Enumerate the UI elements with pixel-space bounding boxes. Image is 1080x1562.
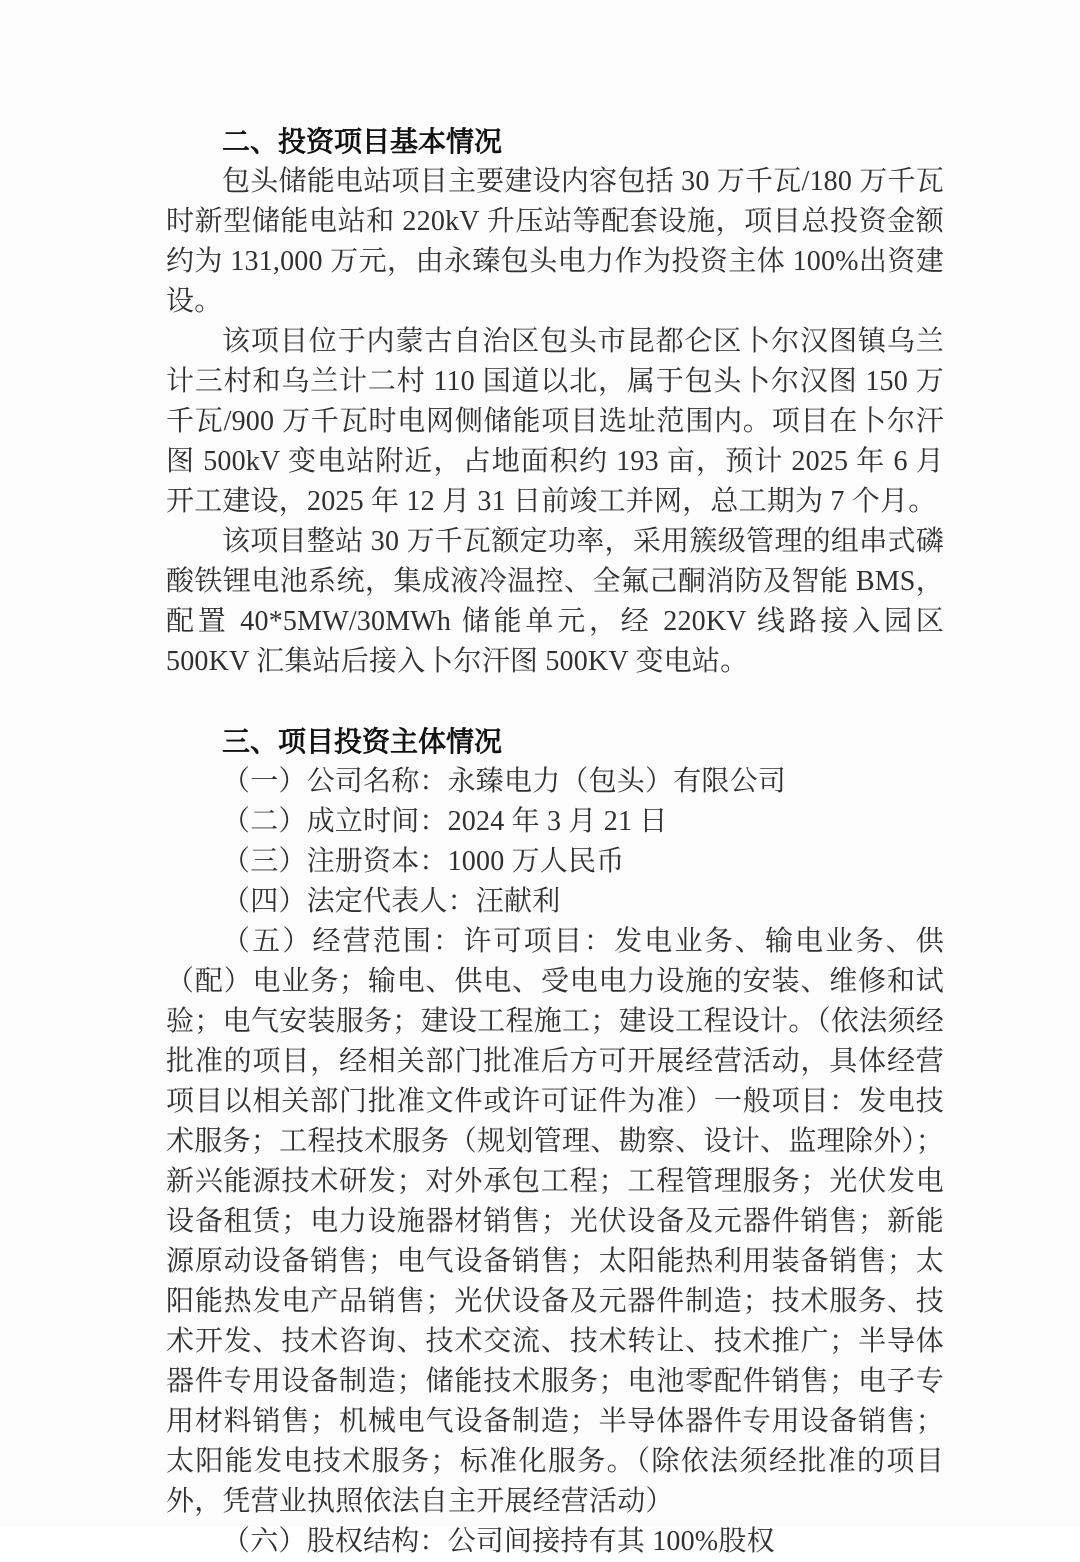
item-establishment-date: （二）成立时间：2024 年 3 月 21 日	[222, 806, 668, 837]
section-gap	[166, 682, 944, 722]
item-equity-structure: （六）股权结构：公司间接持有其 100%股权	[222, 1526, 775, 1557]
item-legal-representative: （四）法定代表人：汪献利	[222, 886, 561, 917]
paragraph-project-location-schedule: 该项目位于内蒙古自治区包头市昆都仑区卜尔汉图镇乌兰计三村和乌兰计二村 110 国道以北，属于包头卜尔汉图 150 万千瓦/900 万千瓦时电网侧储能项目选址范围内。项目在卜尔汗图 500kV 变电站附近，占地面积约 193 亩，预计 2025 年 6 月开工建设，2025 年 12 月 31 日前竣工并网，总工期为 7 个月。	[166, 326, 944, 517]
item-company-name: （一）公司名称：永臻电力（包头）有限公司	[222, 766, 787, 797]
item-business-scope: （五）经营范围：许可项目：发电业务、输电业务、供（配）电业务；输电、供电、受电电力设施的安装、维修和试验；电气安装服务；建设工程施工；建设工程设计。（依法须经批准的项目，经相关部门批准后方可开展经营活动，具体经营项目以相关部门批准文件或许可证件为准）一般项目：发电技术服务；工程技术服务（规划管理、勘察、设计、监理除外）；新兴能源技术研发；对外承包工程；工程管理服务；光伏发电设备租赁；电力设施器材销售；光伏设备及元器件销售；新能源原动设备销售；电气设备销售；太阳能热利用装备销售；太阳能热发电产品销售；光伏设备及元器件制造；技术服务、技术开发、技术咨询、技术交流、技术转让、技术推广；半导体器件专用设备制造；储能技术服务；电池零配件销售；电子专用材料销售；机械电气设备制造；半导体器件专用设备销售；太阳能发电技术服务；标准化服务。（除依法须经批准的项目外，凭营业执照依法自主开展经营活动）	[166, 926, 944, 1517]
section-investor-entity	[166, 722, 944, 1562]
section-heading-investor-entity: 三、项目投资主体情况	[222, 726, 503, 757]
item-registered-capital: （三）注册资本：1000 万人民币	[222, 846, 625, 877]
section-heading-investment-project-basics: 二、投资项目基本情况	[222, 126, 503, 157]
section-investment-project-basics	[166, 122, 944, 682]
paragraph-project-technical-specs: 该项目整站 30 万千瓦额定功率，采用簇级管理的组串式磷酸铁锂电池系统，集成液冷温控、全氟己酮消防及智能 BMS，配置 40*5MW/30MWh 储能单元，经 220KV 线路接入园区 500KV 汇集站后接入卜尔汗图 500KV 变电站。	[166, 526, 944, 677]
paragraph-project-overview: 包头储能电站项目主要建设内容包括 30 万千瓦/180 万千瓦时新型储能电站和 220kV 升压站等配套设施，项目总投资金额约为 131,000 万元，由永臻包头电力作为投资主体 100%出资建设。	[166, 166, 944, 317]
